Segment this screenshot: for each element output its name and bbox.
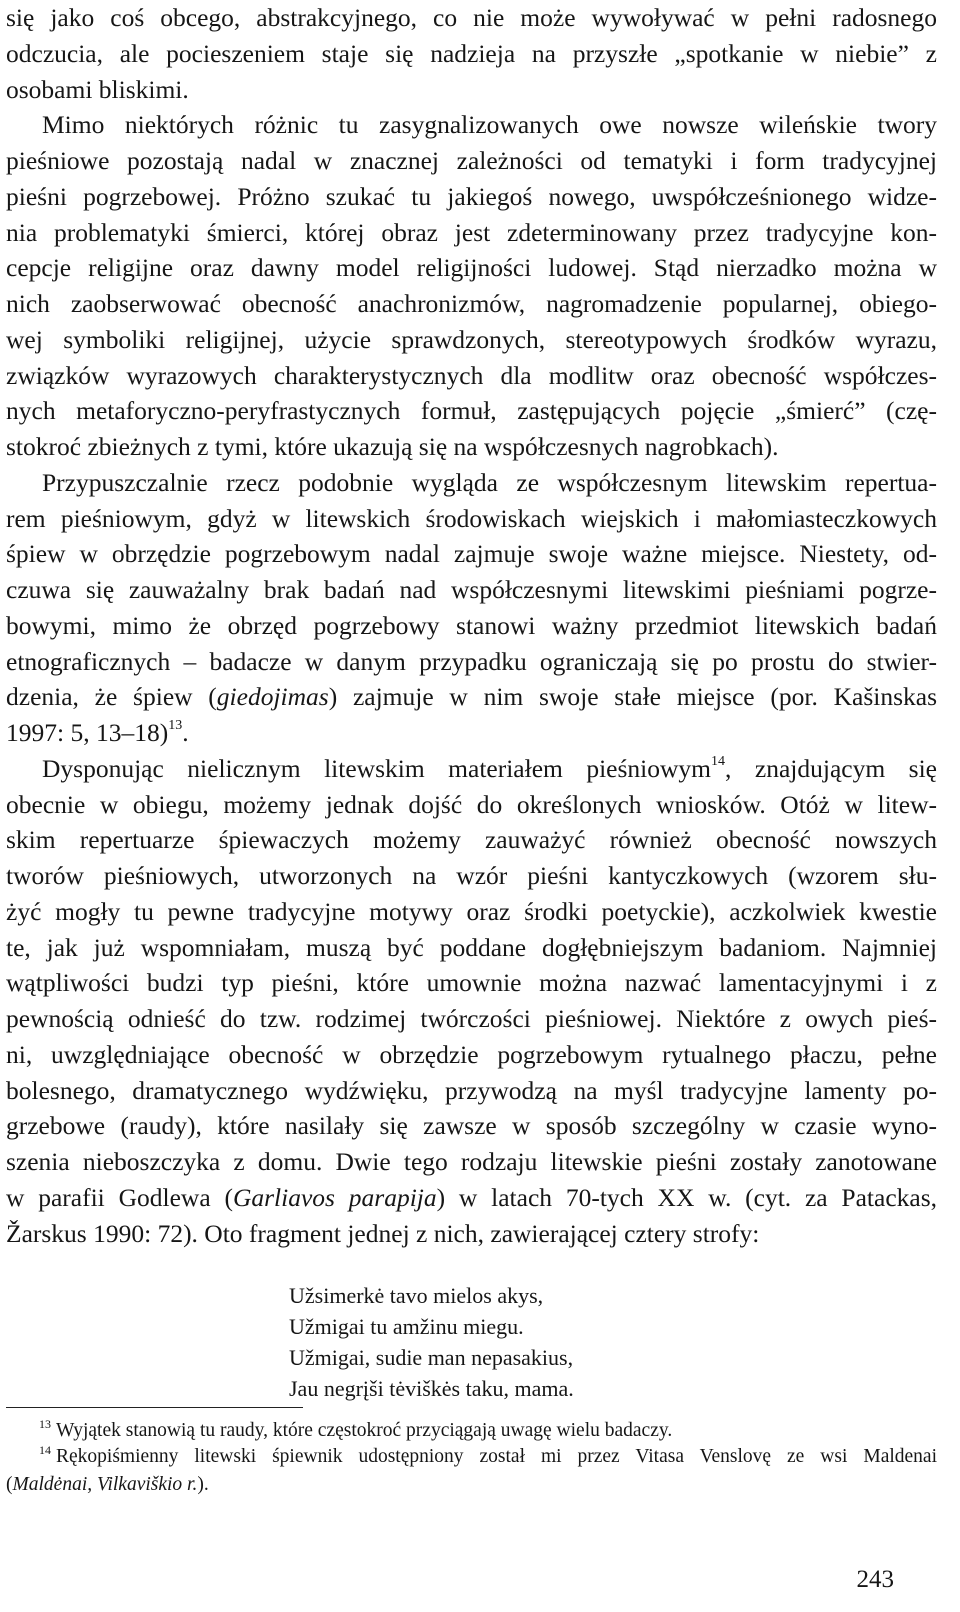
- text-run: w parafii Godlewa (: [6, 1182, 233, 1212]
- text-line: śpiew w obrzędzie pogrzebowym nadal zajmuje swoje ważne miejsce. Niestety, od-: [6, 539, 937, 569]
- italic-text: Garliavos parapija: [232, 1182, 437, 1212]
- text-run: dzenia, że śpiew (: [6, 682, 217, 712]
- text-line: związków wyrazowych charakterystycznych dla modlitw oraz obecność współczes-: [6, 360, 937, 390]
- footnote-reference: 14: [711, 753, 726, 769]
- footnote-number: 13: [39, 1417, 51, 1431]
- footnote-line: [6, 1418, 937, 1444]
- text-line: [6, 1180, 937, 1216]
- text-line: nich zaobserwować obecność anachronizmów, nagromadzenie popularnej, obiego-: [6, 289, 937, 318]
- footnote-text: Rękopiśmienny litewski śpiewnik udostępniony został mi przez Vitasa Venslovę ze wsi Maldenai: [56, 1446, 937, 1467]
- text-run: (: [6, 1474, 13, 1495]
- text-line: cepcje religijne oraz dawny model religijności ludowej. Stąd nierzadko można w: [6, 253, 937, 283]
- footnote-separator: [6, 1407, 303, 1408]
- text-line: stokroć zbieżnych z tymi, które ukazują się na współczesnych nagrobkach).: [6, 432, 779, 461]
- footnote-line: [6, 1472, 937, 1498]
- poem-line: Užmigai tu amžinu miegu.: [289, 1314, 524, 1339]
- text-line: [6, 679, 937, 715]
- text-line: rem pieśniowym, gdyż w litewskich środowiskach wiejskich i małomiasteczkowych: [6, 503, 937, 533]
- poem-line: Jau negrįši tėviškės taku, mama.: [289, 1376, 574, 1401]
- text-line: odczucia, ale pocieszeniem staje się nadzieja na przyszłe „spotkanie w niebie” z: [6, 38, 937, 68]
- text-run: 1997: 5, 13–18): [6, 718, 169, 747]
- text-run: ) zajmuje w nim swoje stałe miejsce (por. Kašinskas: [328, 682, 937, 712]
- text-line: pewnością odnieść do tzw. rodzimej twórczości pieśniowej. Niektóre z owych pieś-: [6, 1004, 937, 1033]
- footnote-number: 14: [39, 1443, 51, 1457]
- text-line: bowymi, mimo że obrzęd pogrzebowy stanowi ważny przedmiot litewskich badań: [6, 610, 937, 640]
- text-line: żyć mogły tu pewne tradycyjne motywy oraz środki poetyckie), aczkolwiek kwestie: [6, 896, 937, 926]
- text-line: wątpliwości budzi typ pieśni, które umownie można nazwać lamentacyjnymi i z: [6, 968, 937, 998]
- text-run: ) w latach 70-tych XX w. (cyt. za Patackas,: [436, 1182, 938, 1212]
- text-line: Przypuszczalnie rzecz podobnie wygląda ze współczesnym litewskim repertua-: [42, 467, 937, 497]
- text-line: skim repertuarze śpiewaczych możemy zauważyć również obecność nowszych: [6, 825, 937, 855]
- text-line: nych metaforyczno-peryfrastycznych formuł, zastępujących pojęcie „śmierć” (czę-: [6, 396, 937, 426]
- text-line: Žarskus 1990: 72). Oto fragment jednej z nich, zawierającej cztery strofy:: [6, 1218, 760, 1248]
- text-line: nia problematyki śmierci, której obraz jest zdeterminowany przez tradycyjne kon-: [6, 217, 937, 247]
- text-line: [6, 751, 937, 787]
- footnote-reference: 13: [168, 718, 183, 733]
- footnote-line: [6, 1444, 937, 1470]
- italic-text: giedojimas: [216, 682, 329, 712]
- text-line: obecnie w obiegu, możemy jednak dojść do określonych wniosków. Otóż w litew-: [6, 789, 937, 819]
- text-run: Dysponując nielicznym litewskim materiałem pieśniowym: [42, 753, 712, 783]
- text-line: się jako coś obcego, abstrakcyjnego, co nie może wywoływać w pełni radosnego: [6, 3, 937, 32]
- text-line: Mimo niektórych różnic tu zasygnalizowanych owe nowsze wileńskie twory: [42, 110, 937, 140]
- text-line: osobami bliskimi.: [6, 74, 189, 104]
- text-run: , znajdującym się: [725, 753, 937, 783]
- text-line: grzebowe (raudy), które nasilały się zawsze w sposób szczególny w czasie wyno-: [6, 1111, 937, 1141]
- page-number: 243: [856, 1566, 894, 1593]
- text-line: pieśni pogrzebowej. Próżno szukać tu jakiegoś nowego, uwspółcześnionego widze-: [6, 181, 937, 211]
- text-line: etnograficznych – badacze w danym przypadku ograniczają się po prostu do stwier-: [6, 646, 937, 676]
- text-run: .: [182, 718, 189, 747]
- poem-quotation: [289, 1280, 574, 1404]
- text-line: te, jak już wspomniałam, muszą być poddane dogłębniejszym badaniom. Najmniej: [6, 932, 937, 962]
- text-line: bolesnego, dramatycznego wydźwięku, przywodzą na myśl tradycyjne lamenty po-: [6, 1075, 937, 1105]
- text-line: pieśniowe pozostają nadal w znacznej zależności od tematyki i form tradycyjnej: [6, 146, 937, 175]
- text-line: szenia nieboszczyka z domu. Dwie tego rodzaju litewskie pieśni zostały zanotowane: [6, 1147, 937, 1176]
- footnote-text: Wyjątek stanowią tu raudy, które częstokroć przyciągają uwagę wielu badaczy.: [56, 1420, 673, 1441]
- poem-line: Užmigai, sudie man nepasakius,: [289, 1345, 574, 1370]
- text-line: tworów pieśniowych, utworzonych na wzór pieśni kantyczkowych (wzorem słu-: [6, 861, 937, 890]
- text-line: wej symboliki religijnej, użycie sprawdzonych, stereotypowych środków wyrazu,: [6, 324, 937, 354]
- text-line: ni, uwzględniające obecność w obrzędzie pogrzebowym rytualnego płaczu, pełne: [6, 1039, 937, 1069]
- text-line: [6, 715, 937, 751]
- text-line: czuwa się zauważalny brak badań nad współczesnymi litewskimi pieśniami pogrze-: [6, 575, 937, 604]
- italic-text: Maldėnai, Vilkaviškio r.: [12, 1474, 198, 1495]
- text-run: ).: [197, 1474, 209, 1495]
- poem-line: Užsimerkė tavo mielos akys,: [289, 1283, 544, 1308]
